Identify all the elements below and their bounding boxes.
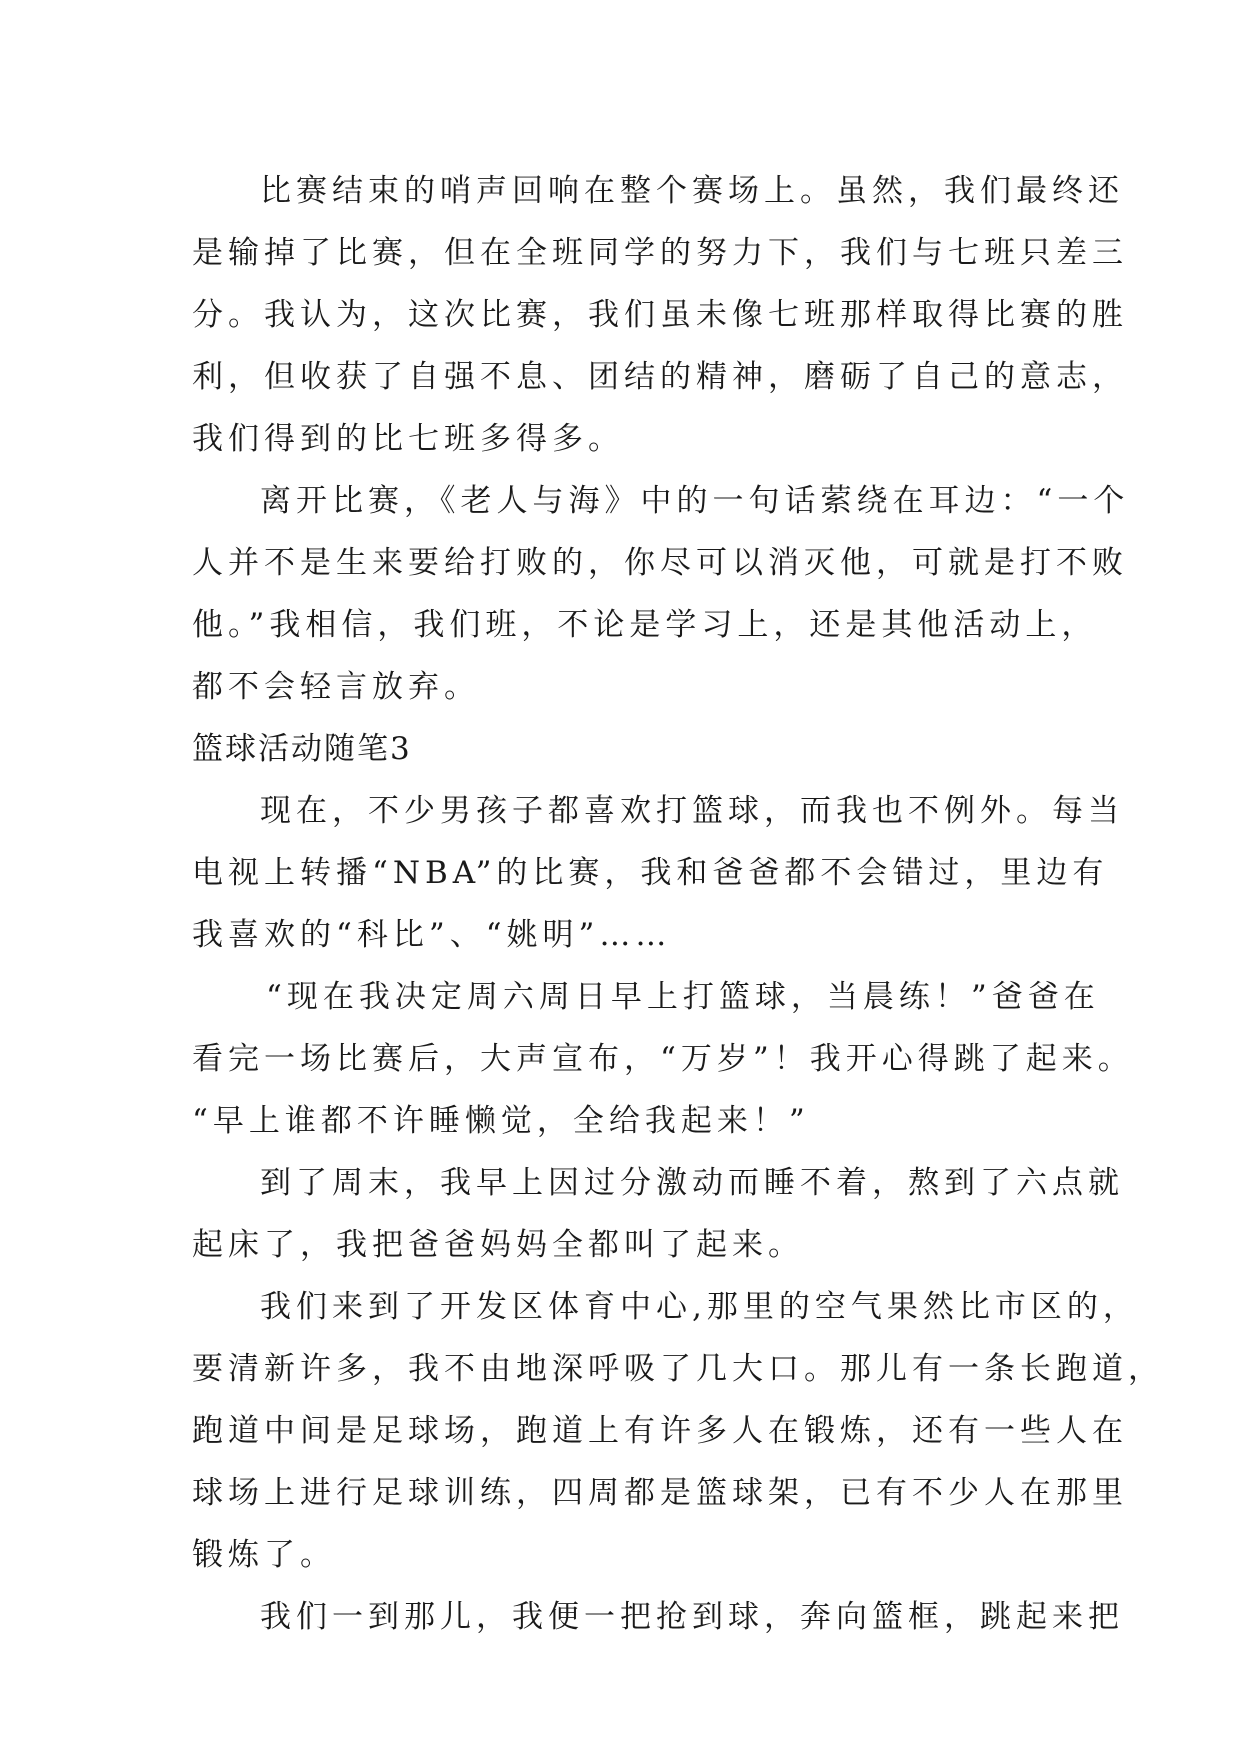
- text-line: 跑道中间是足球场，跑道上有许多人在锻炼，还有一些人在: [192, 1413, 1128, 1449]
- text-line: 球场上进行足球训练，四周都是篮球架，已有不少人在那里: [192, 1475, 1128, 1511]
- text-line: 人并不是生来要给打败的，你尽可以消灭他，可就是打不败: [192, 545, 1128, 581]
- text-line: 是输掉了比赛，但在全班同学的努力下，我们与七班只差三: [192, 235, 1128, 271]
- section-heading: 篮球活动随笔3: [192, 731, 412, 767]
- text-line: 我们来到了开发区体育中心,那里的空气果然比市区的，: [260, 1289, 1139, 1325]
- text-line: 我们得到的比七班多得多。: [192, 421, 624, 457]
- text-line: 我们一到那儿，我便一把抢到球，奔向篮框，跳起来把: [260, 1599, 1124, 1635]
- text-line: 起床了，我把爸爸妈妈全都叫了起来。: [192, 1227, 804, 1263]
- text-line: “早上谁都不许睡懒觉，全给我起来！”: [192, 1103, 810, 1139]
- text-line: 离开比赛，《老人与海》中的一句话萦绕在耳边：“一个: [260, 483, 1130, 519]
- text-line: 分。我认为，这次比赛，我们虽未像七班那样取得比赛的胜: [192, 297, 1128, 333]
- text-line: “现在我决定周六周日早上打篮球，当晨练！”爸爸在: [266, 979, 1100, 1015]
- text-line: 要清新许多，我不由地深呼吸了几大口。那儿有一条长跑道，: [192, 1351, 1164, 1387]
- text-line: 我喜欢的“科比”、“姚明”……: [192, 917, 672, 953]
- text-line: 比赛结束的哨声回响在整个赛场上。虽然，我们最终还: [260, 173, 1124, 209]
- text-line: 电视上转播“NBA”的比赛，我和爸爸都不会错过，里边有: [192, 855, 1109, 891]
- text-line: 都不会轻言放弃。: [192, 669, 480, 705]
- document-body: [192, 160, 1164, 1648]
- text-line: 到了周末，我早上因过分激动而睡不着，熬到了六点就: [260, 1165, 1124, 1201]
- text-line: 他。”我相信，我们班，不论是学习上，还是其他活动上，: [192, 607, 1098, 643]
- text-line: 现在，不少男孩子都喜欢打篮球，而我也不例外。每当: [260, 793, 1124, 829]
- text-line: 看完一场比赛后，大声宣布，“万岁”！我开心得跳了起来。: [192, 1041, 1134, 1077]
- text-line: 利，但收获了自强不息、团结的精神，磨砺了自己的意志，: [192, 359, 1128, 395]
- text-line: 锻炼了。: [192, 1537, 336, 1573]
